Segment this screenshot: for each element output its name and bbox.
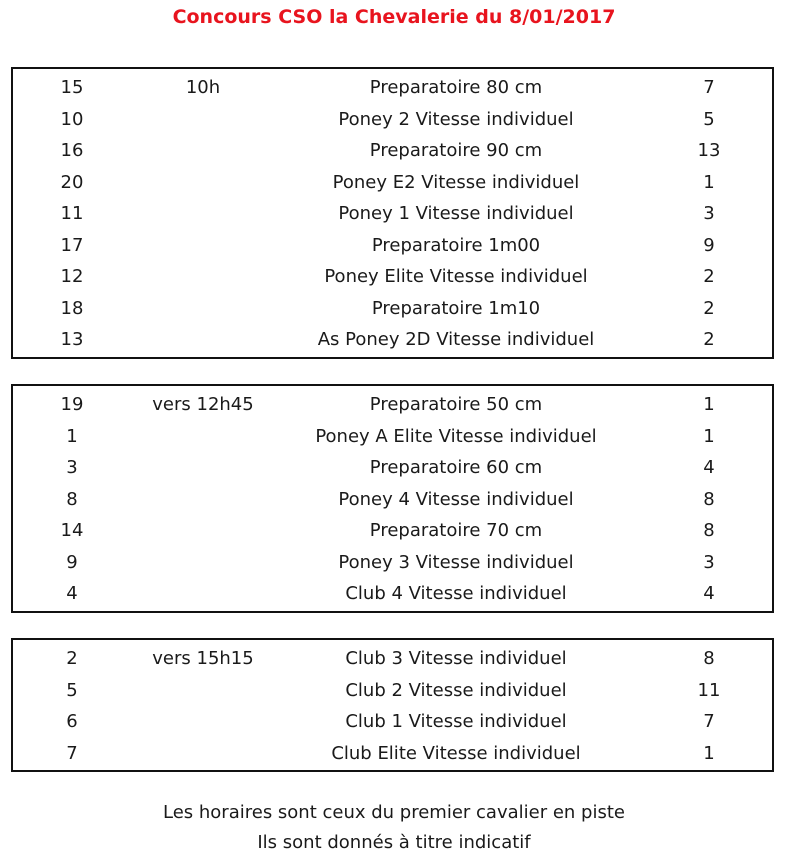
table-row: [13, 706, 772, 737]
event-number: 1: [66, 425, 78, 447]
entry-count: 1: [703, 425, 715, 447]
table-row: [13, 261, 772, 292]
entry-count: 13: [697, 140, 721, 161]
event-number: 10: [60, 108, 84, 130]
event-number: 4: [66, 583, 78, 604]
table-row: [13, 675, 772, 706]
event-number: 15: [60, 77, 84, 98]
footer-note-1: Les horaires sont ceux du premier cavalier en piste: [163, 802, 625, 823]
event-name: Poney 4 Vitesse individuel: [338, 488, 574, 510]
entry-count: 2: [703, 297, 715, 319]
entry-count: 7: [703, 77, 715, 98]
event-number: 5: [66, 679, 78, 701]
event-name: Preparatoire 90 cm: [369, 140, 543, 161]
event-name: Poney Elite Vitesse individuel: [324, 266, 588, 287]
entry-count: 2: [703, 266, 715, 287]
page-title: Concours CSO la Chevalerie du 8/01/2017: [172, 6, 616, 28]
event-name: Poney 1 Vitesse individuel: [338, 203, 574, 224]
event-number: 19: [60, 394, 84, 415]
event-name: Club Elite Vitesse individuel: [331, 742, 581, 764]
event-number: 11: [60, 203, 84, 224]
event-name: Poney E2 Vitesse individuel: [332, 171, 580, 193]
event-number: 14: [60, 520, 84, 541]
table-row: [13, 104, 772, 135]
event-number: 18: [60, 297, 84, 319]
table-row: [13, 167, 772, 198]
event-number: 8: [66, 488, 78, 510]
table-row: [13, 547, 772, 578]
event-name: Preparatoire 50 cm: [369, 394, 543, 415]
entry-count: 4: [703, 457, 715, 478]
event-name: Poney 3 Vitesse individuel: [338, 551, 574, 573]
event-number: 6: [66, 711, 78, 732]
schedule-block: [11, 638, 774, 772]
event-name: Club 3 Vitesse individuel: [345, 648, 567, 669]
entry-count: 1: [703, 742, 715, 764]
table-row: [13, 135, 772, 166]
event-name: Preparatoire 70 cm: [369, 520, 543, 541]
event-number: 2: [66, 648, 78, 669]
start-time: vers 12h45: [152, 394, 254, 415]
table-row: [13, 484, 772, 515]
entry-count: 3: [703, 203, 715, 224]
table-row: [13, 578, 772, 609]
table-row: [13, 230, 772, 261]
entry-count: 8: [703, 488, 715, 510]
table-row: [13, 198, 772, 229]
event-name: Club 2 Vitesse individuel: [345, 679, 567, 701]
event-number: 12: [60, 266, 84, 287]
table-row: [13, 324, 772, 355]
entry-count: 1: [703, 394, 715, 415]
entry-count: 9: [703, 234, 715, 256]
footer-note-2: Ils sont donnés à titre indicatif: [257, 832, 531, 853]
entry-count: 1: [703, 171, 715, 193]
table-row: [13, 452, 772, 483]
event-number: 13: [60, 329, 84, 350]
schedule-block: [11, 384, 774, 613]
entry-count: 8: [703, 520, 715, 541]
event-number: 20: [60, 171, 84, 193]
table-row: [13, 389, 772, 420]
start-time: 10h: [185, 77, 221, 98]
entry-count: 4: [703, 583, 715, 604]
table-row: [13, 643, 772, 674]
event-number: 9: [66, 551, 78, 573]
entry-count: 11: [697, 679, 721, 701]
event-name: Club 4 Vitesse individuel: [345, 583, 567, 604]
entry-count: 8: [703, 648, 715, 669]
schedule-block: [11, 67, 774, 359]
event-name: Preparatoire 60 cm: [369, 457, 543, 478]
event-number: 17: [60, 234, 84, 256]
event-name: Poney 2 Vitesse individuel: [338, 108, 574, 130]
event-name: Preparatoire 80 cm: [369, 77, 543, 98]
start-time: vers 15h15: [152, 648, 254, 669]
event-name: Poney A Elite Vitesse individuel: [315, 425, 597, 447]
table-row: [13, 738, 772, 769]
entry-count: 2: [703, 329, 715, 350]
entry-count: 3: [703, 551, 715, 573]
event-name: Club 1 Vitesse individuel: [345, 711, 567, 732]
event-number: 3: [66, 457, 78, 478]
table-row: [13, 293, 772, 324]
event-name: As Poney 2D Vitesse individuel: [317, 329, 595, 350]
table-row: [13, 72, 772, 103]
event-number: 16: [60, 140, 84, 161]
entry-count: 5: [703, 108, 715, 130]
table-row: [13, 515, 772, 546]
event-name: Preparatoire 1m10: [371, 297, 541, 319]
table-row: [13, 421, 772, 452]
event-number: 7: [66, 742, 78, 764]
entry-count: 7: [703, 711, 715, 732]
event-name: Preparatoire 1m00: [371, 234, 541, 256]
